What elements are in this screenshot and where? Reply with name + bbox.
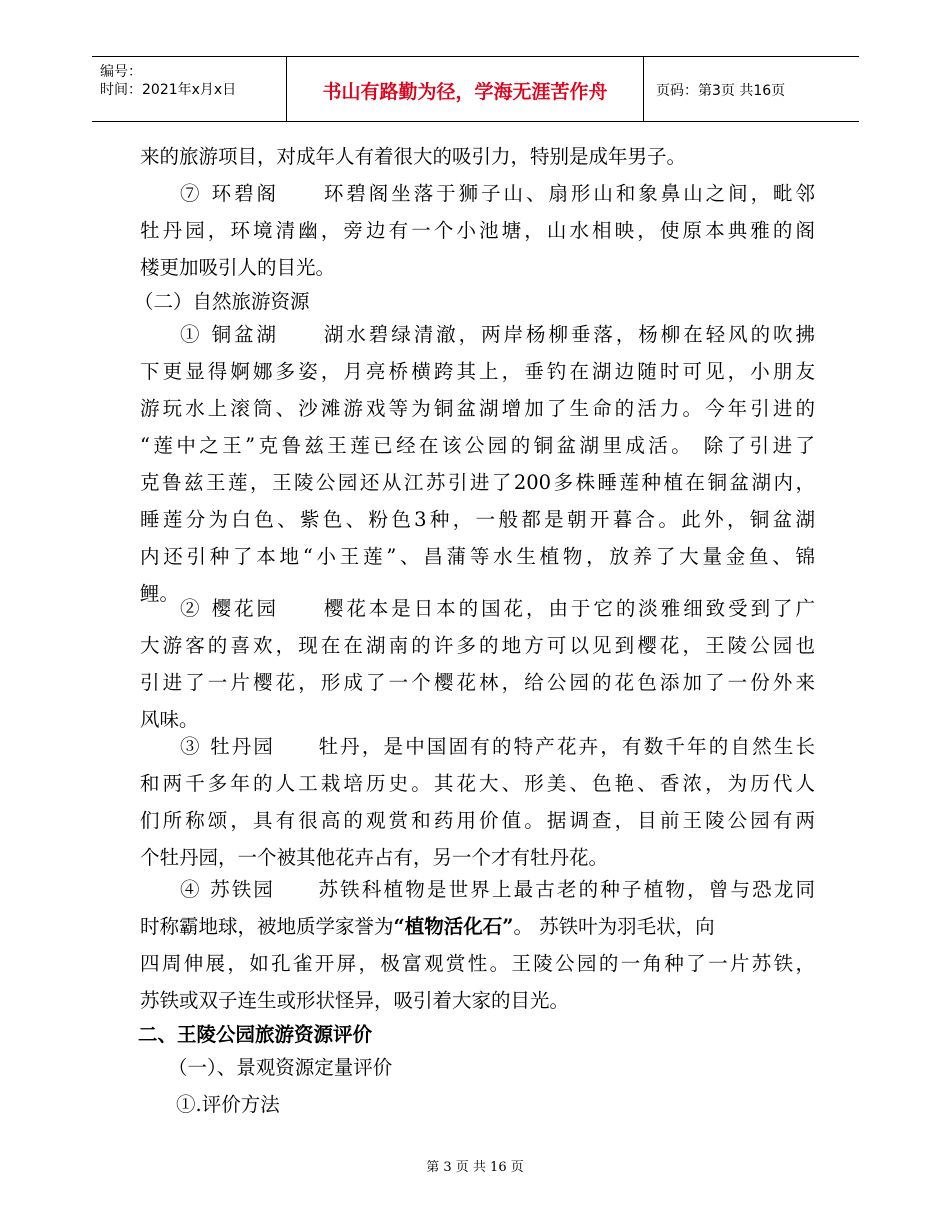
body-line: 来的旅游项目，对成年人有着很大的吸引力，特别是成年男子。 — [140, 145, 687, 168]
body-line: ① 铜盆湖 湖水碧绿清澈，两岸杨柳垂落，杨柳在轻风的吹拂 — [180, 323, 815, 346]
body-line: 大游客的喜欢，现在在湖南的许多的地方可以见到樱花，王陵公园也 — [140, 634, 815, 657]
document-number-label: 编号： — [100, 64, 142, 80]
body-line: ④ 苏铁园 苏铁科植物是世界上最古老的种子植物，曾与恐龙同 — [180, 878, 815, 901]
body-line: 睡莲分为白色、紫色、粉色3种，一般都是朝开暮合。此外，铜盆湖 — [140, 508, 815, 531]
document-date-label: 时间：2021年x月x日 — [100, 82, 237, 98]
body-line: 和两千多年的人工栽培历史。其花大、形美、色艳、香浓，为历代人 — [140, 772, 815, 795]
emphasized-term: “植物活化石” — [393, 915, 514, 938]
body-line: 游玩水上滚筒、沙滩游戏等为铜盆湖增加了生命的活力。今年引进的 — [140, 397, 815, 420]
header-meta-cell — [92, 57, 287, 121]
body-line: 们所称颂，具有很高的观赏和药用价值。据调查，目前王陵公园有两 — [140, 809, 815, 832]
body-line: ⑦ 环碧阁 环碧阁坐落于狮子山、扇形山和象鼻山之间，毗邻 — [180, 182, 815, 205]
section-heading: （二）自然旅游资源 — [134, 290, 310, 313]
body-text-segment: 时称霸地球，被地质学家誉为 — [140, 915, 394, 938]
body-line: 克鲁兹王莲，王陵公园还从江苏引进了200多株睡莲种植在铜盆湖内， — [140, 471, 815, 494]
body-line: 牡丹园，环境清幽，旁边有一个小池塘，山水相映，使原本典雅的阁 — [140, 219, 815, 242]
header-motto-cell — [287, 57, 644, 121]
chapter-heading: 二、王陵公园旅游资源评价 — [138, 1023, 373, 1046]
body-line: 鲤。 — [140, 582, 180, 605]
body-text-segment: 。 苏铁叶为羽毛状，向 — [513, 915, 715, 938]
body-line: 引进了一片樱花，形成了一个樱花林，给公园的花色添加了一份外来 — [140, 671, 815, 694]
body-line: ② 樱花园 樱花本是日本的国花，由于它的淡雅细致受到了广 — [180, 597, 815, 620]
body-line — [140, 912, 715, 942]
body-line: 内还引种了本地“小王莲”、昌蒲等水生植物，放养了大量金鱼、锦 — [140, 545, 815, 568]
subsection-heading: （一）、景观资源定量评价 — [168, 1056, 393, 1079]
body-line: 四周伸展，如孔雀开屏，极富观赏性。王陵公园的一角种了一片苏铁， — [140, 952, 815, 975]
body-line: 楼更加吸引人的目光。 — [140, 256, 336, 279]
header-motto: 书山有路勤为径，学海无涯苦作舟 — [322, 81, 608, 103]
header-page-cell — [644, 57, 859, 121]
body-line: ③ 牡丹园 牡丹，是中国固有的特产花卉，有数千年的自然生长 — [180, 735, 815, 758]
page-footer: 第 3 页 共 16 页 — [426, 1160, 524, 1175]
subsection-item: ①.评价方法 — [176, 1093, 280, 1116]
body-line: 下更显得婀娜多姿，月亮桥横跨其上，垂钓在湖边随时可见，小朋友 — [140, 360, 815, 383]
body-line: 风味。 — [140, 708, 199, 731]
body-line: 个牡丹园，一个被其他花卉占有，另一个才有牡丹花。 — [140, 846, 609, 869]
page-header — [92, 56, 859, 122]
body-line: “莲中之王”克鲁兹王莲已经在该公园的铜盆湖里成活。 除了引进了 — [140, 434, 815, 457]
body-line: 苏铁或双子连生或形状怪异，吸引着大家的目光。 — [140, 989, 570, 1012]
header-page-info: 页码：第3页 共16页 — [656, 83, 786, 99]
